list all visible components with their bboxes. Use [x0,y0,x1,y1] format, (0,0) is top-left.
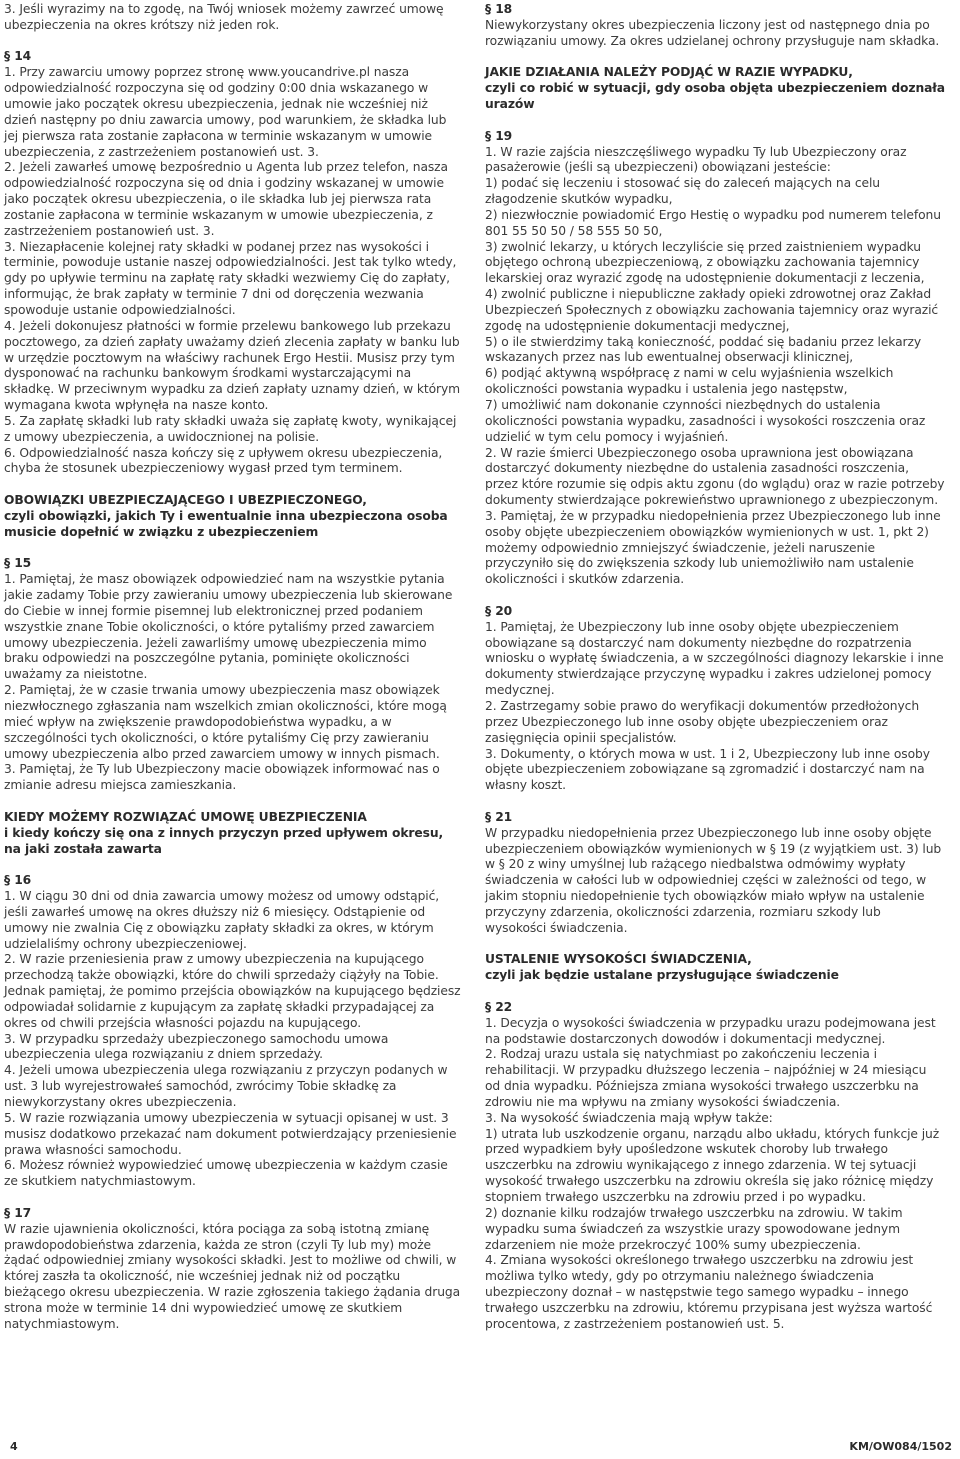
page-number: 4 [10,1440,18,1453]
s20-p1: 1. Pamiętaj, że Ubezpieczony lub inne osoby objęte ubezpieczeniem obowiązane są dostarczyć nam dokumenty niezbędne do rozpatrzenia wniosku o wypłatę świadczenia, a w szczególności diagnozy lekarskie i inne dokumenty stwierdzające przyczynę wypadku i zakres udzielonej pomocy medycznej. [485,619,944,698]
heading-jakie-sub: czyli co robić w sytuacji, gdy osoba objęta ubezpieczeniem doznała urazów [485,81,945,112]
s18-p1: Niewykorzystany okres ubezpieczenia liczony jest od następnego dnia po rozwiązaniu umowy. Za okres udzielanej ochrony przysługuje nam składka. [485,17,940,48]
s14-p1: 1. Przy zawarciu umowy poprzez stronę www.youcandrive.pl nasza odpowiedzialność rozpoczyna się od godziny 0:00 dnia wskazanego w umowie jako początek okresu ubezpieczenia, jednak nie wcześniej niż dzień następny po dniu zawarcia umowy, pod warunkiem, że składka lub jej pierwsza rata zostanie zapłacona w terminie wskazanym w umowie ubezpieczenia, z zastrzeżeniem postanowień ust. 3. [4,65,447,159]
s22-p1: 1. Decyzja o wysokości świadczenia w przypadku urazu podejmowana jest na podstawie dostarczonych dowodów i dokumentacji medycznej. [485,1015,936,1046]
s19-p2: 1) podać się leczeniu i stosować się do zaleceń mających na celu złagodzenie skutków wypadku, [485,176,880,207]
section-19-label: § 19 [485,128,513,143]
s14-p4: 4. Jeżeli dokonujesz płatności w formie przelewu bankowego lub przekazu pocztowego, za dzień zapłaty uważamy dzień zlecenia zapłaty w banku lub w urzędzie pocztowym na właściwy rachunek Ergo Hestii. Musisz przy tym dysponować na rachunku bankowym środkami wystarczającymi na składkę. W przeciwnym wypadku za dzień zapłaty uznamy dzień, w którym wymagana kwota wpłynęła na nasze konto. [4,318,461,413]
section-14-label: § 14 [4,49,32,64]
s16-p4: 4. Jeżeli umowa ubezpieczenia ulega rozwiązaniu z przyczyn podanych w ust. 3 lub wyrejestrowałeś samochód, zwrócimy Tobie składkę za niewykorzystany okres ubezpieczenia. [4,1063,448,1109]
s14-p3: 3. Niezapłacenie kolejnej raty składki w podanej przez nas wysokości i terminie, powoduje ustanie naszej odpowiedzialności. Jest tak tylko wtedy, gdy po upływie terminu na zapłatę raty składki wezwiemy Cię do zapłaty, informując, że brak zapłaty w terminie 7 dni od doręczenia wezwania spowoduje ustanie odpowiedzialności. [4,239,457,317]
s19-p5: 4) zwolnić publiczne i niepubliczne zakłady opieki zdrowotnej oraz Zakład Ubezpieczeń Społecznych z obowiązku zachowania tajemnicy oraz wyrazić zgodę na udostępnienie dokumentacji medycznej, [485,287,939,333]
section-21-label: § 21 [485,809,513,824]
heading-obowiazki-sub: czyli obowiązki, jakich Ty i ewentualnie inna ubezpieczona osoba musicie dopełnić w związku z ubezpieczeniem [4,508,448,539]
intro-paragraph: 3. Jeśli wyrazimy na to zgodę, na Twój wniosek możemy zawrzeć umowę ubezpieczenia na okres krótszy niż jeden rok. [4,2,444,32]
s20-p3: 3. Dokumenty, o których mowa w ust. 1 i 2, Ubezpieczony lub inne osoby objęte ubezpieczeniem zobowiązane są zgromadzić i dostarczyć nam na własny koszt. [485,746,930,793]
right-column [485,2,945,1333]
left-column [4,2,461,1333]
s19-p6: 5) o ile stwierdzimy taką konieczność, poddać się badaniu przez lekarzy wskazanych przez nas lub ewentualnej obserwacji klinicznej, [485,334,922,365]
document-code: KM/OW084/1502 [849,1440,952,1453]
s22-p4: 1) utrata lub uszkodzenie organu, narządu albo układu, których funkcje już przed wypadkiem były upośledzone wskutek choroby lub trwałego uszczerbku na zdrowiu wynikającego z innego zdarzenia. W tej sytuacji wysokość trwałego uszczerbku na zdrowiu określa się jako różnicę między stopniem trwałego uszczerbku na zdrowiu przed i po wypadku. [485,1126,940,1204]
s19-p10: 3. Pamiętaj, że w przypadku niedopełnienia przez Ubezpieczonego lub inne osoby objęte ubezpieczeniem obowiązków wymienionych w ust. 1, pkt 2) możemy odpowiednio zmniejszyć świadczenie, jeżeli naruszenie przyczyniło się do zwiększenia szkody lub uniemożliwiło nam ustalenie okoliczności i skutków zdarzenia. [485,508,941,587]
s19-p7: 6) podjąć aktywną współpracę z nami w celu wyjaśnienia wszelkich okoliczności powstania wypadku i ustalenia jego następstw, [485,366,894,397]
s17-p1: W razie ujawnienia okoliczności, która pociąga za sobą istotną zmianę prawdopodobieństwa zdarzenia, każda ze stron (czyli Ty lub my) może żądać odpowiedniej zmiany wysokości składki. Jest to możliwe od chwili, w której zaszła ta okoliczność, nie wcześniej jednak niż od początku bieżącego okresu ubezpieczenia. W razie zgłoszenia takiego żądania druga strona może w terminie 14 dni wypowiedzieć umowę ze skutkiem natychmiastowym. [4,1221,461,1331]
s14-p6: 6. Odpowiedzialność nasza kończy się z upływem okresu ubezpieczenia, chyba że stosunek ubezpieczeniowy wygasł przed tym terminem. [4,445,443,476]
heading-kiedy: KIEDY MOŻEMY ROZWIĄZAĆ UMOWĘ UBEZPIECZENIA [4,809,367,824]
s16-p3: 3. W przypadku sprzedaży ubezpieczonego samochodu umowa ubezpieczenia ulega rozwiązaniu z dniem sprzedaży. [4,1031,389,1062]
s16-p2: 2. W razie przeniesienia praw z umowy ubezpieczenia na kupującego przechodzą także obowiązki, które do chwili sprzedaży ciążyły na Tobie. Jednak pamiętaj, że pomimo przejścia obowiązków na kupującego będziesz odpowiadał solidarnie z kupującym za zapłatę składki przypadającej za okres od chwili przejścia własności pojazdu na kupującego. [4,952,461,1030]
s19-p8: 7) umożliwić nam dokonanie czynności niezbędnych do ustalenia okoliczności powstania wypadku, zasadności i wysokości roszczenia oraz udzielić w tym celu pomocy i wyjaśnień. [485,398,926,444]
section-15-label: § 15 [4,556,32,571]
s22-p3: 3. Na wysokość świadczenia mają wpływ także: [485,1110,773,1125]
s16-p5: 5. W razie rozwiązania umowy ubezpieczenia w sytuacji opisanej w ust. 3 musisz dodatkowo przekazać nam dokument potwierdzający przeniesienie prawa własności samochodu. [4,1110,457,1157]
heading-obowiazki: OBOWIĄZKI UBEZPIECZAJĄCEGO I UBEZPIECZONEGO, [4,493,367,508]
heading-kiedy-sub: i kiedy kończy się ona z innych przyczyn przed upływem okresu, na jaki została zawarta [4,825,444,856]
s20-p2: 2. Zastrzegamy sobie prawo do weryfikacji dokumentów przedłożonych przez Ubezpieczonego lub inne osoby objęte ubezpieczeniem oraz zasięgnięcia opinii specjalistów. [485,698,920,745]
s19-p1: 1. W razie zajścia nieszczęśliwego wypadku Ty lub Ubezpieczony oraz pasażerowie (jeśli są ubezpieczeni) obowiązani jesteście: [485,144,907,175]
s21-p1: W przypadku niedopełnienia przez Ubezpieczonego lub inne osoby objęte ubezpieczeniem obowiązków wymienionych w § 19 (z wyjątkiem ust. 3) lub w § 20 z winy umyślnej lub rażącego niedbalstwa odmówimy wypłaty świadczenia w całości lub w odpowiedniej części w zależności od tego, w jakim stopniu niedopełnienie tych obowiązków miało wpływ na ustalenie przyczyny zdarzenia, okoliczności zdarzenia, rozmiaru szkody lub wysokości świadczenia. [485,825,942,935]
section-20-label: § 20 [485,603,513,618]
s19-p3: 2) niezwłocznie powiadomić Ergo Hestię o wypadku pod numerem telefonu 801 55 50 50 / 58 555 50 50, [485,207,941,238]
section-16-label: § 16 [4,873,32,888]
s19-p4: 3) zwolnić lekarzy, u których leczyliście się przed zaistnieniem wypadku objętego ochroną ubezpieczeniową, z obowiązku zachowania tajemnicy lekarskiej oraz wyrazić zgodę na udostępnienie dokumentacji z leczenia, [485,239,925,286]
s22-p5: 2) doznanie kilku rodzajów trwałego uszczerbku na zdrowiu. W takim wypadku suma świadczeń za wszystkie urazy spowodowane jednym zdarzeniem nie może przekroczyć 100% sumy ubezpieczenia. [485,1205,903,1252]
heading-ustalenie: USTALENIE WYSOKOŚCI ŚWIADCZENIA, [485,952,752,967]
section-22-label: § 22 [485,999,513,1014]
s14-p5: 5. Za zapłatę składki lub raty składki uważa się zapłatę kwoty, wynikającej z umowy ubezpieczenia, a uwidocznionej na polisie. [4,413,457,444]
section-18-label: § 18 [485,2,513,16]
s22-p2: 2. Rodzaj urazu ustala się natychmiast po zakończeniu leczenia i rehabilitacji. W przypadku dłuższego leczenia – najpóźniej w 24 miesiącu od dnia wypadku. Późniejsza zmiana wysokości trwałego uszczerbku na zdrowiu nie ma wpływu na zmiany wysokości świadczenia. [485,1047,927,1109]
s16-p6: 6. Możesz również wypowiedzieć umowę ubezpieczenia w każdym czasie ze skutkiem natychmiastowym. [4,1158,448,1189]
s19-p9: 2. W razie śmierci Ubezpieczonego osoba uprawniona jest obowiązana dostarczyć dokumenty niezbędne do ustalenia zasadności roszczenia, przez które rozumie się odpis aktu zgonu (do wglądu) oraz w razie potrzeby dokumenty stwierdzające pokrewieństwo uprawnionego z ubezpieczonym. [485,445,945,508]
s15-p1: 1. Pamiętaj, że masz obowiązek odpowiedzieć nam na wszystkie pytania jakie zadamy Tobie przy zawieraniu umowy ubezpieczenia lub skierowane do Ciebie w innej formie pisemnej lub elektronicznej przed podaniem wszystkie znane Tobie okoliczności, o które pytaliśmy przed zawarciem umowy ubezpieczenia. Jeżeli zawarliśmy umowę ubezpieczenia mimo braku odpowiedzi na poszczególne pytania, pominięte okoliczności uważamy za nieistotne. [4,572,453,682]
section-17-label: § 17 [4,1205,32,1220]
heading-jakie: JAKIE DZIAŁANIA NALEŻY PODJĄĆ W RAZIE WYPADKU, [485,65,853,80]
s15-p2: 2. Pamiętaj, że w czasie trwania umowy ubezpieczenia masz obowiązek niezwłocznego zgłaszania nam wszelkich zmian okoliczności, które mogą mieć wpływ na zwiększenie prawdopodobieństwa wypadku, a w szczególności tych okoliczności, o które pytaliśmy Cię przy zawieraniu umowy ubezpieczenia albo przed zawarciem umowy w innych pismach. [4,683,447,761]
s14-p2: 2. Jeżeli zawarłeś umowę bezpośrednio u Agenta lub przez telefon, nasza odpowiedzialność rozpoczyna się od dnia i godziny wskazanej w umowie jako początek okresu ubezpieczenia, o ile składka lub jej pierwsza rata zostanie zapłacona w terminie wskazanym w umowie ubezpieczenia, z zastrzeżeniem postanowień ust. 3. [4,160,448,238]
s15-p3: 3. Pamiętaj, że Ty lub Ubezpieczony macie obowiązek informować nas o zmianie adresu miejsca zamieszkania. [4,762,440,793]
heading-ustalenie-sub: czyli jak będzie ustalane przysługujące świadczenie [485,968,839,983]
s16-p1: 1. W ciągu 30 dni od dnia zawarcia umowy możesz od umowy odstąpić, jeśli zawarłeś umowę na okres dłuższy niż 6 miesięcy. Odstąpienie od umowy nie zwalnia Cię z obowiązku zapłaty składki za okres, w którym udzielaliśmy ochrony ubezpieczeniowej. [4,889,440,951]
s22-p6: 4. Zmiana wysokości określonego trwałego uszczerbku na zdrowiu jest możliwa tylko wtedy, gdy po otrzymaniu należnego świadczenia ubezpieczony doznał – w następstwie tego samego wypadku – innego trwałego uszczerbku na zdrowiu, któremu przypisana jest wyższa wartość procentowa, z zastrzeżeniem postanowień ust. 5. [485,1253,933,1331]
